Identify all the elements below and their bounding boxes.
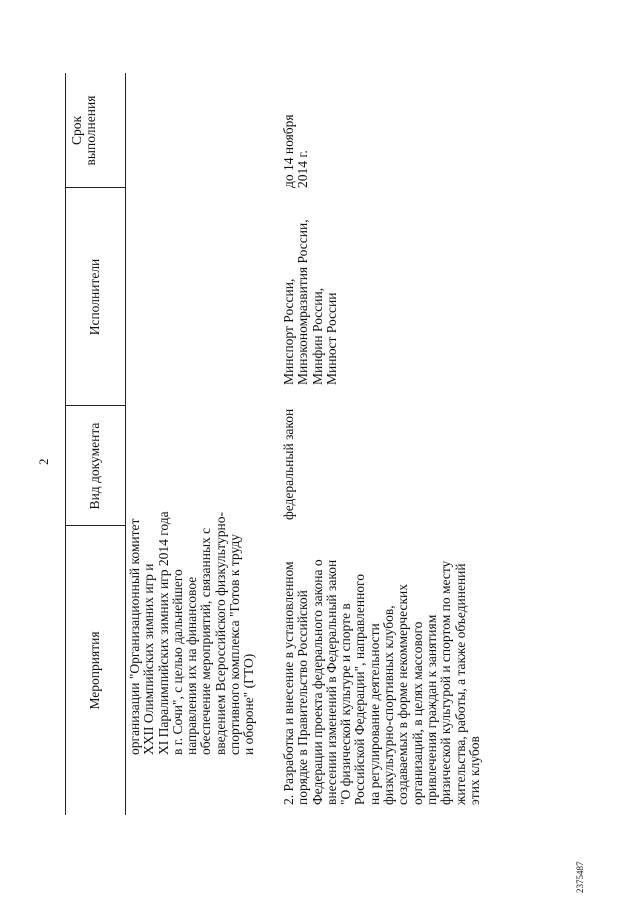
column-header-doc-type: Вид документа	[87, 422, 102, 510]
table-header-rule	[125, 73, 126, 815]
column-header-measures: Мероприятия	[87, 631, 102, 710]
column-header-deadline: Срок выполнения	[69, 95, 98, 166]
row-2-deadline: до 14 ноября 2014 г.	[281, 114, 311, 188]
row-2-executors: Минспорт России, Минэкономразвития России, Минфин России, Минюст России	[281, 219, 339, 385]
row-2-doc-type: федеральный закон	[281, 408, 296, 520]
page-number: 2	[36, 458, 51, 465]
row-2-measure: 2. Разработка и внесение в установленном порядке в Правительство Российской Федерации проекта федерального закона о внесении изменений в Федеральный закон "О физической культуре и спорте в Российской Федерации", направленного на регулирование деятельности физкультурно-спортивных клубов, создаваемых в форме некоммерческих организаций, в целях массового привлечения граждан к занятиям физической культурой и спортом по месту жительства, работы, а также объединений этих клубов	[281, 559, 482, 805]
column-header-executors: Исполнители	[87, 258, 102, 336]
row-1-measure: организации "Организационный комитет XXII Олимпийских зимних игр и XI Паралимпийских зимних игр 2014 года в г. Сочи", с целью дальнейшего направления их на финансовое обеспечение мероприятий, связанных с введением Всероссийского физкультурно- спортивного комплекса "Готов к труду и обороне" (ГТО)	[127, 511, 257, 755]
document-id: 2375487	[575, 861, 585, 893]
table-top-rule	[65, 73, 66, 815]
